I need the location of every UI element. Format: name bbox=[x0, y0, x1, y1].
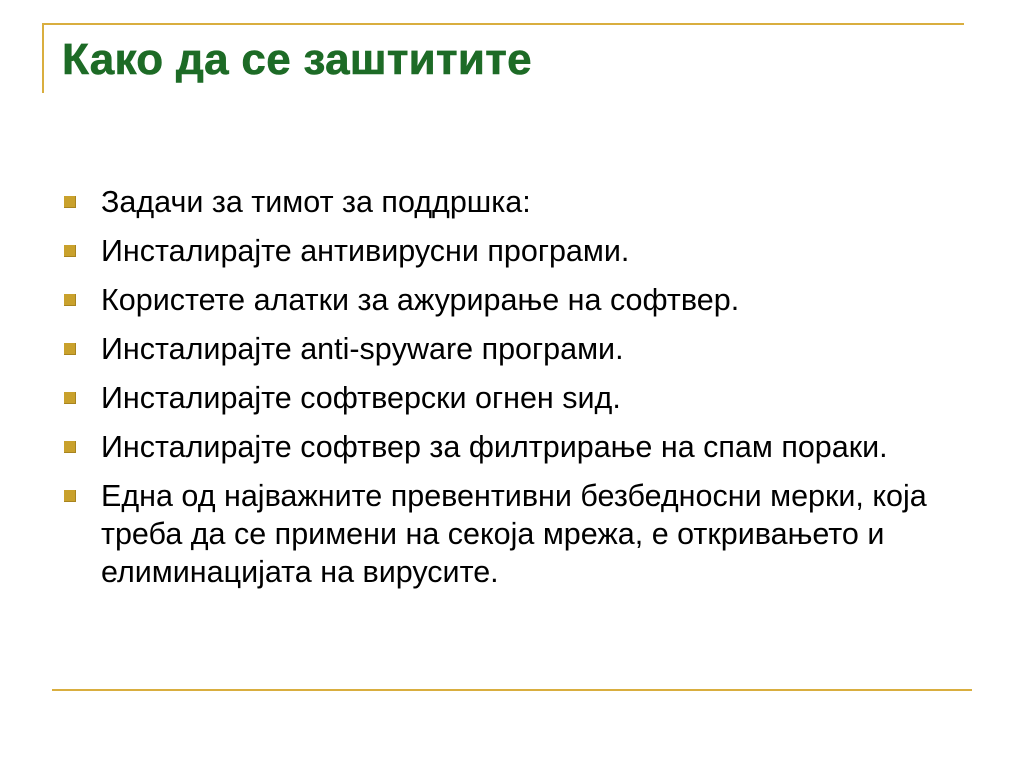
bullet-text: Инсталирајте софтверски огнен ѕид. bbox=[101, 381, 621, 415]
square-bullet-icon bbox=[64, 392, 76, 404]
bullet-text: Инсталирајте anti-spyware програми. bbox=[101, 332, 624, 366]
bullet-item bbox=[62, 232, 962, 270]
bullet-text: Една од најважните превентивни безбедносни мерки, која треба да се примени на секоја мрежа, е откривањето и елиминацијата на вирусите. bbox=[101, 479, 927, 589]
bullet-list bbox=[62, 183, 962, 602]
slide-title: Како да се заштитите bbox=[62, 35, 532, 84]
bullet-text: Користете алатки за ажурирање на софтвер. bbox=[101, 283, 740, 317]
bullet-item bbox=[62, 379, 962, 417]
bullet-text: Инсталирајте софтвер за филтрирање на спам пораки. bbox=[101, 430, 888, 464]
bullet-text: Инсталирајте антивирусни програми. bbox=[101, 234, 630, 268]
title-top-rule bbox=[42, 23, 964, 25]
bullet-item bbox=[62, 477, 962, 591]
square-bullet-icon bbox=[64, 294, 76, 306]
bullet-item bbox=[62, 281, 962, 319]
bullet-item bbox=[62, 428, 962, 466]
bullet-item bbox=[62, 330, 962, 368]
square-bullet-icon bbox=[64, 490, 76, 502]
square-bullet-icon bbox=[64, 245, 76, 257]
title-left-rule bbox=[42, 23, 44, 93]
bottom-rule bbox=[52, 689, 972, 691]
square-bullet-icon bbox=[64, 343, 76, 355]
square-bullet-icon bbox=[64, 441, 76, 453]
square-bullet-icon bbox=[64, 196, 76, 208]
bullet-item bbox=[62, 183, 962, 221]
bullet-text: Задачи за тимот за поддршка: bbox=[101, 185, 531, 219]
